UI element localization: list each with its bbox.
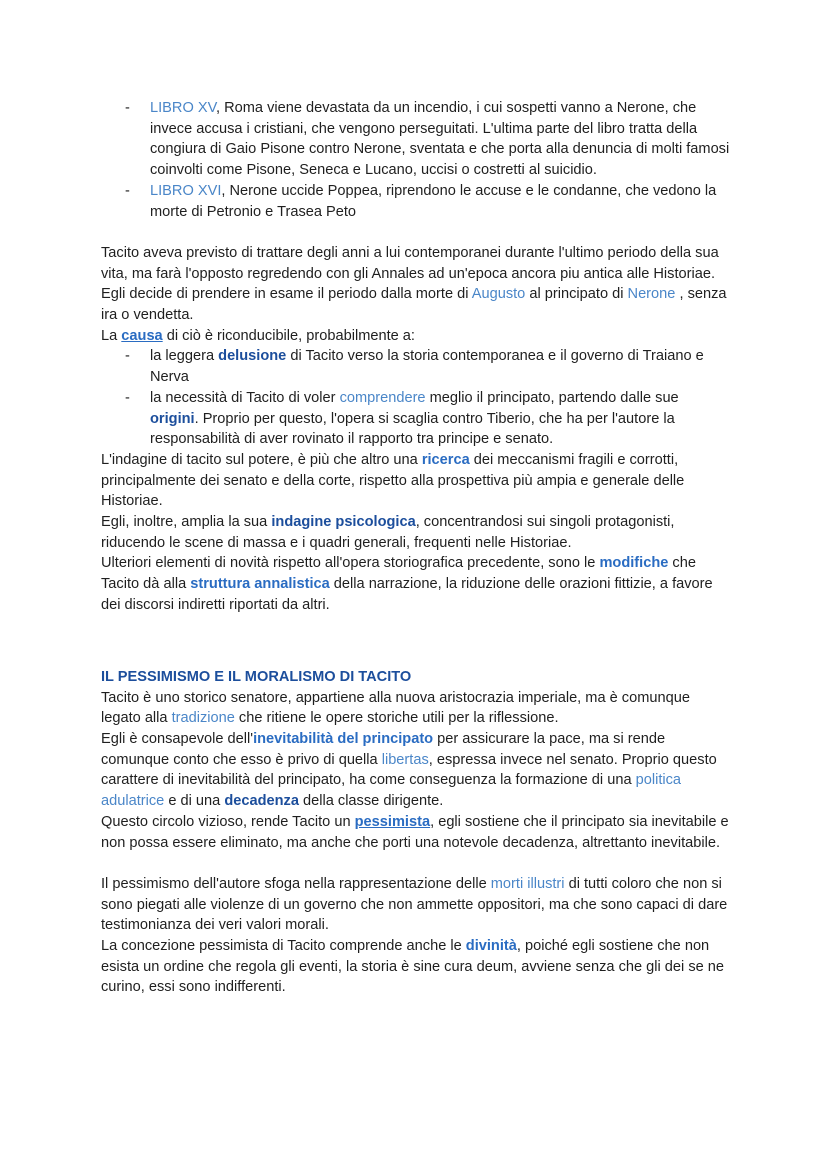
document-page (101, 98, 731, 998)
causa-term: causa (121, 327, 163, 344)
indagine-psicologica-term: indagine psicologica (271, 514, 416, 531)
books-list (101, 98, 731, 222)
book-xvi-text: , Nerone uccide Poppea, riprendono le accuse e le condanne, che vedono la morte di Petronio e Trasea Peto (150, 182, 717, 220)
section-heading: IL PESSIMISMO E IL MORALISMO DI TACITO (101, 668, 412, 685)
paragraph-divinita: La concezione pessimista di Tacito comprende anche le divinità, poiché egli sostiene che non esista un ordine che regola gli eventi, la storia è sine cura deum, avviene senza che gli dei se ne curino, essi sono indifferenti. (101, 938, 725, 996)
nerone-term: Nerone (627, 286, 676, 303)
paragraph-novita: Ulteriori elementi di novità rispetto all'opera storiografica precedente, sono le modifiche che Tacito dà alla struttura annalistica della narrazione, la riduzione delle orazioni fittizie, a favore dei discorsi indiretti riportati da altri. (101, 555, 713, 613)
causa-list (101, 346, 731, 450)
list-item (101, 181, 731, 222)
book-xvi-label: LIBRO XVI (150, 182, 222, 199)
delusione-term: delusione (218, 348, 287, 365)
list-item: - la necessità di Tacito di voler comprendere meglio il principato, partendo dalle sue origini. Proprio per questo, l'opera si scaglia contro Tiberio, che ha per l'autore la responsabilità di aver rovinato il rapporto tra principe e senato. (101, 388, 731, 450)
paragraph-annales: Tacito aveva previsto di trattare degli anni a lui contemporanei durante l'ultimo periodo della sua vita, ma farà l'opposto regredendo con gli Annales ad un'epoca ancora piu antica alle Historiae. Egli decide di prendere in esame il periodo dalla morte di Augusto al principato di Nerone , senza ira o vendetta. (101, 244, 727, 324)
ricerca-term: ricerca (421, 451, 470, 468)
paragraph-principato: Egli è consapevole dell'inevitabilità del principato per assicurare la pace, ma si rende comunque conto che esso è privo di quella libertas, espressa invece nel senato. Proprio questo carattere di inevitabilità del principato, ha come conseguenza la formazione di una politica adulatrice e di una decadenza della classe dirigente. (101, 731, 717, 810)
tradizione-term: tradizione (171, 710, 235, 727)
modifiche-term: modifiche (599, 555, 669, 572)
list-item: - la leggera delusione di Tacito verso la storia contemporanea e il governo di Traiano e Nerva (101, 346, 731, 387)
paragraph-psicologica: Egli, inoltre, amplia la sua indagine psicologica, concentrandosi sui singoli protagonisti, riducendo le scene di massa e i quadri generali, frequenti nelle Historiae. (101, 514, 675, 551)
decadenza-term: decadenza (224, 793, 299, 810)
divinita-term: divinità (465, 938, 517, 955)
libertas-term: libertas (381, 751, 429, 768)
book-xv-text: , Roma viene devastata da un incendio, i cui sospetti vanno a Nerone, che invece accusa i cristiani, che vengono perseguitati. L'ultima parte del libro tratta della congiura di Gaio Pisone contro Nerone, sventata e che porta alla denuncia di molti famosi coinvolti come Pisone, Seneca e Lucano, uccisi o costretti al suicidio. (150, 100, 730, 179)
origini-term: origini (150, 410, 195, 427)
paragraph-senatore: Tacito è uno storico senatore, appartiene alla nuova aristocrazia imperiale, ma è comunque legato alla tradizione che ritiene le opere storiche utili per la riflessione. (101, 689, 690, 727)
morti-illustri-term: morti illustri (490, 875, 565, 892)
book-xv-label: LIBRO XV (150, 100, 216, 116)
pessimista-term: pessimista (354, 813, 431, 830)
paragraph-causa: La causa di ciò è riconducibile, probabilmente a: (101, 327, 415, 344)
inevitabilita-term: inevitabilità del principato (253, 731, 434, 748)
paragraph-morti: Il pessimismo dell'autore sfoga nella rappresentazione delle morti illustri di tutti coloro che non si sono piegati alle violenze di un governo che non ammette oppositori, ma che sono capaci di dare testimonianza dei veri valori morali. (101, 875, 728, 934)
comprendere-term: comprendere (339, 389, 426, 406)
list-item (101, 98, 731, 181)
augusto-term: Augusto (471, 286, 526, 303)
struttura-annalistica-term: struttura annalistica (190, 576, 330, 593)
politica-adulatrice-term: politica adulatrice (101, 772, 682, 810)
paragraph-pessimista: Questo circolo vizioso, rende Tacito un pessimista, egli sostiene che il principato sia inevitabile e non possa essere eliminato, ma anche che porti una notevole decadenza, altrettanto inevitabile. (101, 813, 729, 851)
paragraph-indagine: L'indagine di tacito sul potere, è più che altro una ricerca dei meccanismi fragili e corrotti, principalmente dei senato e della corte, rispetto alla prospettiva più ampia e generale delle Historiae. (101, 451, 685, 510)
